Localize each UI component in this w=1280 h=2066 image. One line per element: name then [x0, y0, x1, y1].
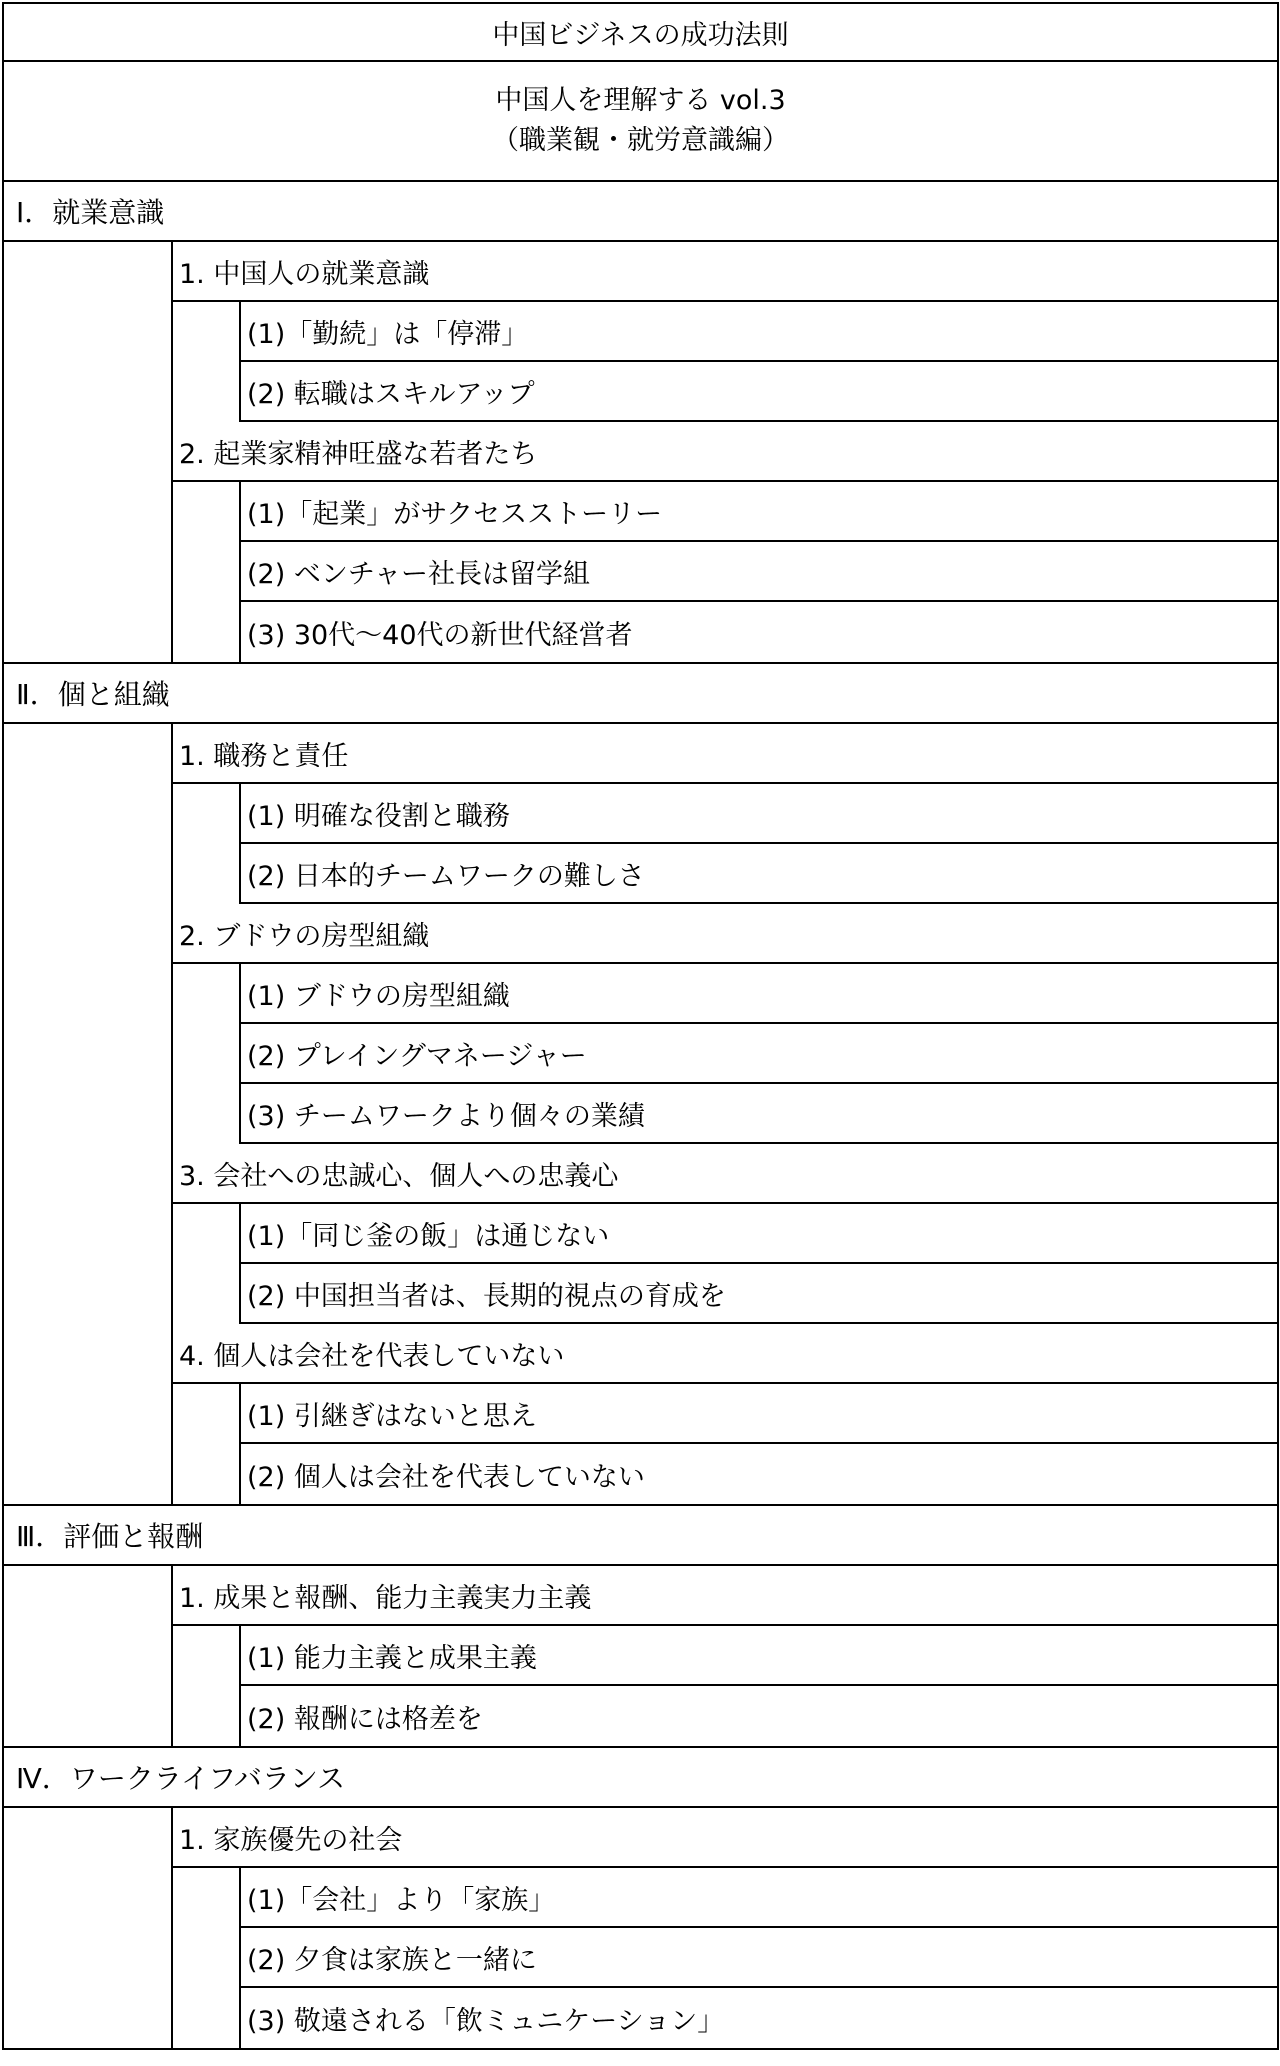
outline-table: [2, 2, 1279, 2050]
outline-item: (2) 夕食は家族と一緒に: [241, 1928, 1277, 1988]
subsection-heading: 2. 起業家精神旺盛な若者たち: [173, 422, 1277, 482]
subtitle-line-1: 中国人を理解する vol.3: [495, 85, 786, 116]
subsection-heading: 1. 家族優先の社会: [173, 1808, 1277, 1868]
section-heading: Ⅱ．個と組織: [4, 664, 1277, 724]
subsection-items: [173, 1626, 1277, 1746]
subsection-heading: 4. 個人は会社を代表していない: [173, 1324, 1277, 1384]
outline-item: (2) プレイングマネージャー: [241, 1024, 1277, 1084]
subsection-items: [173, 1868, 1277, 2048]
outline-item: (2) ベンチャー社長は留学組: [241, 542, 1277, 602]
outline-item: (2) 中国担当者は、長期的視点の育成を: [241, 1264, 1277, 1324]
section-heading: Ⅳ．ワークライフバランス: [4, 1748, 1277, 1808]
subtitle-line-2: （職業観・就労意識編）: [492, 125, 789, 156]
subsection-heading: 2. ブドウの房型組織: [173, 904, 1277, 964]
outline-item: (3) 30代～40代の新世代経営者: [247, 619, 633, 651]
subsection-heading: 1. 成果と報酬、能力主義実力主義: [173, 1566, 1277, 1626]
outline-item: (3) チームワークより個々の業績: [241, 1084, 1277, 1144]
subsection-items: [173, 482, 1277, 662]
section-body: [4, 724, 1277, 1506]
section-heading: Ⅰ．就業意識: [4, 182, 1277, 242]
subsection-items: [173, 964, 1277, 1144]
outline-item: (1) 明確な役割と職務: [241, 784, 1277, 844]
subsection-items: [173, 784, 1277, 904]
document-title: 中国ビジネスの成功法則: [4, 4, 1277, 62]
outline-item: (1) ブドウの房型組織: [241, 964, 1277, 1024]
section-heading: Ⅲ．評価と報酬: [4, 1506, 1277, 1566]
outline-item: (1)「起業」がサクセスストーリー: [241, 482, 1277, 542]
outline-item: (2) 個人は会社を代表していない: [247, 1461, 645, 1493]
subsection-items: [173, 1204, 1277, 1324]
outline-item: (2) 日本的チームワークの難しさ: [241, 844, 1277, 904]
subsection-items: [173, 302, 1277, 422]
outline-item: (1)「会社」より「家族」: [241, 1868, 1277, 1928]
outline-item: (2) 転職はスキルアップ: [241, 362, 1277, 422]
outline-item: (3) 敬遠される「飲ミュニケーション」: [247, 2005, 725, 2037]
subsection-items: [173, 1384, 1277, 1504]
subsection-heading: 1. 中国人の就業意識: [173, 242, 1277, 302]
section-body: [4, 1808, 1277, 2050]
document-subtitle: [4, 62, 1277, 182]
section-body: [4, 1566, 1277, 1748]
subsection-heading: 3. 会社への忠誠心、個人への忠義心: [173, 1144, 1277, 1204]
outline-item: (1)「勤続」は「停滞」: [241, 302, 1277, 362]
outline-item: (2) 報酬には格差を: [247, 1703, 483, 1735]
outline-item: (1)「同じ釜の飯」は通じない: [241, 1204, 1277, 1264]
outline-item: (1) 能力主義と成果主義: [241, 1626, 1277, 1686]
section-body: [4, 242, 1277, 664]
outline-item: (1) 引継ぎはないと思え: [241, 1384, 1277, 1444]
subsection-heading: 1. 職務と責任: [173, 724, 1277, 784]
